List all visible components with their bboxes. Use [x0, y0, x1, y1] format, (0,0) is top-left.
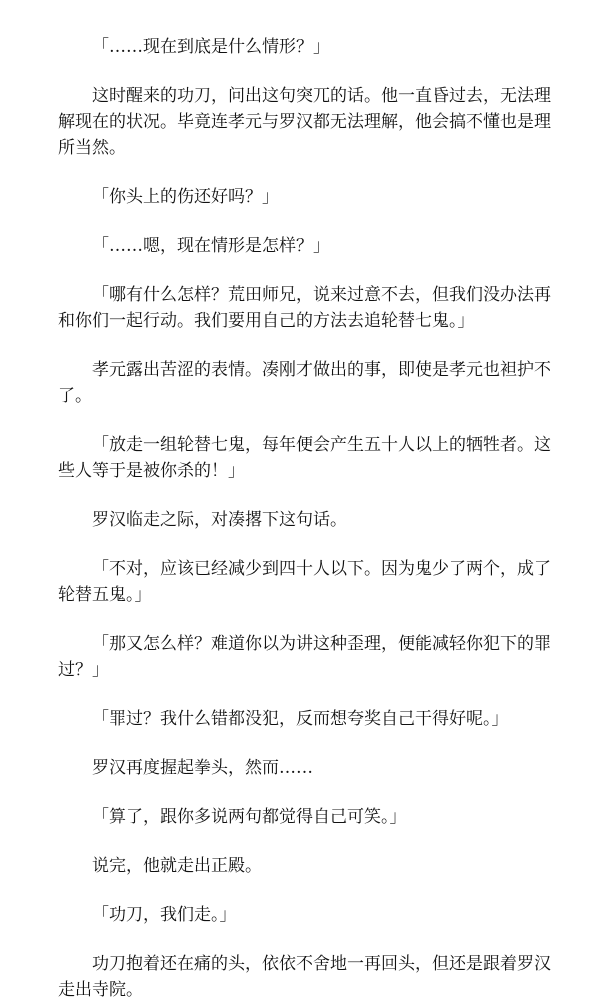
paragraph: 这时醒来的功刀，问出这句突兀的话。他一直昏过去，无法理解现在的状况。毕竟连孝元与罗汉都无法理解，他会搞不懂也是理所当然。 — [58, 86, 551, 158]
paragraph: 「罪过？我什么错都没犯，反而想夸奖自己干得好呢。」 — [92, 709, 509, 729]
paragraph: 「放走一组轮替七鬼，每年便会产生五十人以上的牺牲者。这些人等于是被你杀的！」 — [58, 435, 551, 481]
paragraph: 说完，他就走出正殿。 — [92, 856, 262, 876]
paragraph: 功刀抱着还在痛的头，依依不舍地一再回头，但还是跟着罗汉走出寺院。 — [58, 954, 551, 1000]
paragraph: 「你头上的伤还好吗？」 — [92, 187, 279, 207]
paragraph: 孝元露出苦涩的表情。凑刚才做出的事，即使是孝元也袒护不了。 — [58, 360, 551, 406]
paragraph: 「哪有什么怎样？荒田师兄，说来过意不去，但我们没办法再和你们一起行动。我们要用自己的方法去追轮替七鬼。」 — [58, 285, 551, 331]
paragraph: 「……现在到底是什么情形？」 — [92, 37, 330, 57]
paragraph: 罗汉再度握起拳头，然而…… — [92, 758, 313, 778]
paragraph: 「算了，跟你多说两句都觉得自己可笑。」 — [92, 807, 407, 827]
paragraph: 「那又怎么样？难道你以为讲这种歪理，便能减轻你犯下的罪过？」 — [58, 634, 551, 680]
paragraph: 「不对，应该已经减少到四十人以下。因为鬼少了两个，成了轮替五鬼。」 — [58, 559, 551, 605]
paragraph: 「功刀，我们走。」 — [92, 905, 237, 925]
paragraph: 「……嗯，现在情形是怎样？」 — [92, 236, 330, 256]
paragraph: 罗汉临走之际，对凑撂下这句话。 — [92, 510, 347, 530]
